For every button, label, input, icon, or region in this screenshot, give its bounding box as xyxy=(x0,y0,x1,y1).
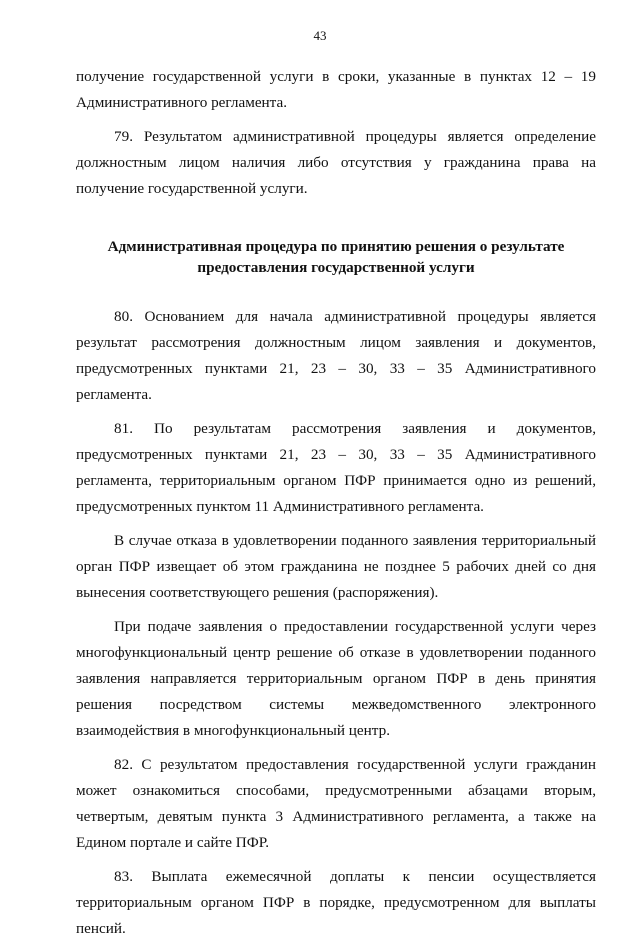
section-heading-line-1: Административная процедура по принятию решения о результате xyxy=(107,238,565,255)
paragraph-81: 81. По результатам рассмотрения заявления и документов, предусмотренных пунктами 21, 23 – 30, 33 – 35 Административного регламента, территориальным органом ПФР принимается одно из решений, предусмотренных пунктом 11 Административного регламента. xyxy=(76,420,596,515)
page-number: 43 xyxy=(313,28,327,43)
section-heading-line-2: предоставления государственной услуги xyxy=(197,259,475,276)
section-heading xyxy=(76,236,596,278)
paragraph-continuation: получение государственной услуги в сроки, указанные в пунктах 12 – 19 Административного регламента. xyxy=(76,68,596,111)
paragraph-mfc-decision: При подаче заявления о предоставлении государственной услуги через многофункциональный центр решение об отказе в удовлетворении поданного заявления направляется территориальным органом ПФР в день принятия решения посредством системы межведомственного электронного взаимодействия в многофункциональный центр. xyxy=(76,618,596,739)
paragraph-79: 79. Результатом административной процедуры является определение должностным лицом наличия либо отсутствия у гражданина права на получение государственной услуги. xyxy=(76,128,596,197)
paragraph-83: 83. Выплата ежемесячной доплаты к пенсии осуществляется территориальным органом ПФР в порядке, предусмотренном для выплаты пенсий. xyxy=(76,868,596,937)
document-body xyxy=(76,64,596,942)
paragraph-refusal-notice: В случае отказа в удовлетворении поданного заявления территориальный орган ПФР извещает об этом гражданина не позднее 5 рабочих дней со дня вынесения соответствующего решения (распоряжения). xyxy=(76,532,596,601)
paragraph-80: 80. Основанием для начала административной процедуры является результат рассмотрения должностным лицом заявления и документов, предусмотренных пунктами 21, 23 – 30, 33 – 35 Административного регламента. xyxy=(76,308,596,403)
paragraph-82: 82. С результатом предоставления государственной услуги гражданин может ознакомиться способами, предусмотренными абзацами вторым, четвертым, девятым пункта 3 Административного регламента, а также на Едином портале и сайте ПФР. xyxy=(76,756,596,851)
